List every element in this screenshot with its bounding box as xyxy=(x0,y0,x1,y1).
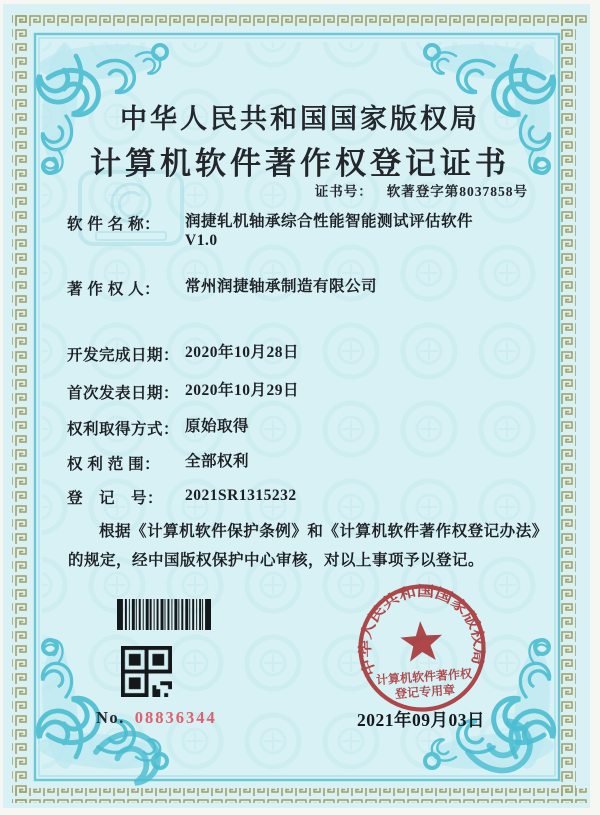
official-seal xyxy=(352,578,492,718)
field-value: 全部权利 xyxy=(185,453,250,470)
field-dev-complete-date xyxy=(67,343,299,365)
seal-ring-text: 中华人民共和国国家版权局 xyxy=(358,583,487,678)
field-value: 常州润捷轴承制造有限公司 xyxy=(185,278,378,295)
serial-number: 08836344 xyxy=(134,708,217,727)
field-label: 著 作 权 人： xyxy=(67,281,161,298)
field-label: 登 记 号： xyxy=(67,490,164,507)
serial-prefix: No. xyxy=(96,708,125,727)
qr-code-image xyxy=(121,646,172,697)
software-name: 润捷轧机轴承综合性能智能测试评估软件 xyxy=(185,213,474,230)
field-label: 首次发表日期： xyxy=(67,385,180,402)
field-registration-number xyxy=(67,486,297,508)
field-label: 开发完成日期： xyxy=(67,347,180,364)
field-value: 2020年10月29日 xyxy=(185,382,300,399)
field-rights-scope xyxy=(67,452,249,474)
software-version: V1.0 xyxy=(185,232,218,250)
certificate-title: 计算机软件著作权登记证书 xyxy=(90,146,510,181)
registration-statement: 根据《计算机软件保护条例》和《计算机软件著作权登记办法》的规定，经中国版权保护中心审核，对以上事项予以登记。 xyxy=(68,523,540,569)
field-label: 软 件 名 称： xyxy=(67,216,161,233)
field-value: 原始取得 xyxy=(185,418,250,435)
certificate-number-label: 证书号： xyxy=(314,184,373,199)
certificate-number-line xyxy=(315,180,528,200)
field-value: 2021SR1315232 xyxy=(185,487,297,504)
field-software-name xyxy=(67,212,473,251)
field-first-publish-date xyxy=(67,381,299,403)
field-rights-acquisition xyxy=(67,417,249,439)
field-label: 权 利 范 围： xyxy=(67,456,161,473)
certificate-number-value: 软著登字第8037858号 xyxy=(386,184,528,199)
field-value xyxy=(185,212,473,251)
seal-inner-line1: 计算机软件著作权 xyxy=(375,666,473,688)
field-copyright-owner xyxy=(67,277,377,299)
issuing-authority: 中华人民共和国国家版权局 xyxy=(120,104,480,134)
serial-number-line xyxy=(96,708,217,728)
barcode-image xyxy=(117,599,211,630)
field-value: 2020年10月28日 xyxy=(185,344,300,361)
field-label: 权利取得方式： xyxy=(67,421,180,438)
star-icon xyxy=(399,620,443,663)
seal-inner-line2: 登记专用章 xyxy=(394,682,456,701)
issue-date: 2021年09月03日 xyxy=(357,710,485,730)
